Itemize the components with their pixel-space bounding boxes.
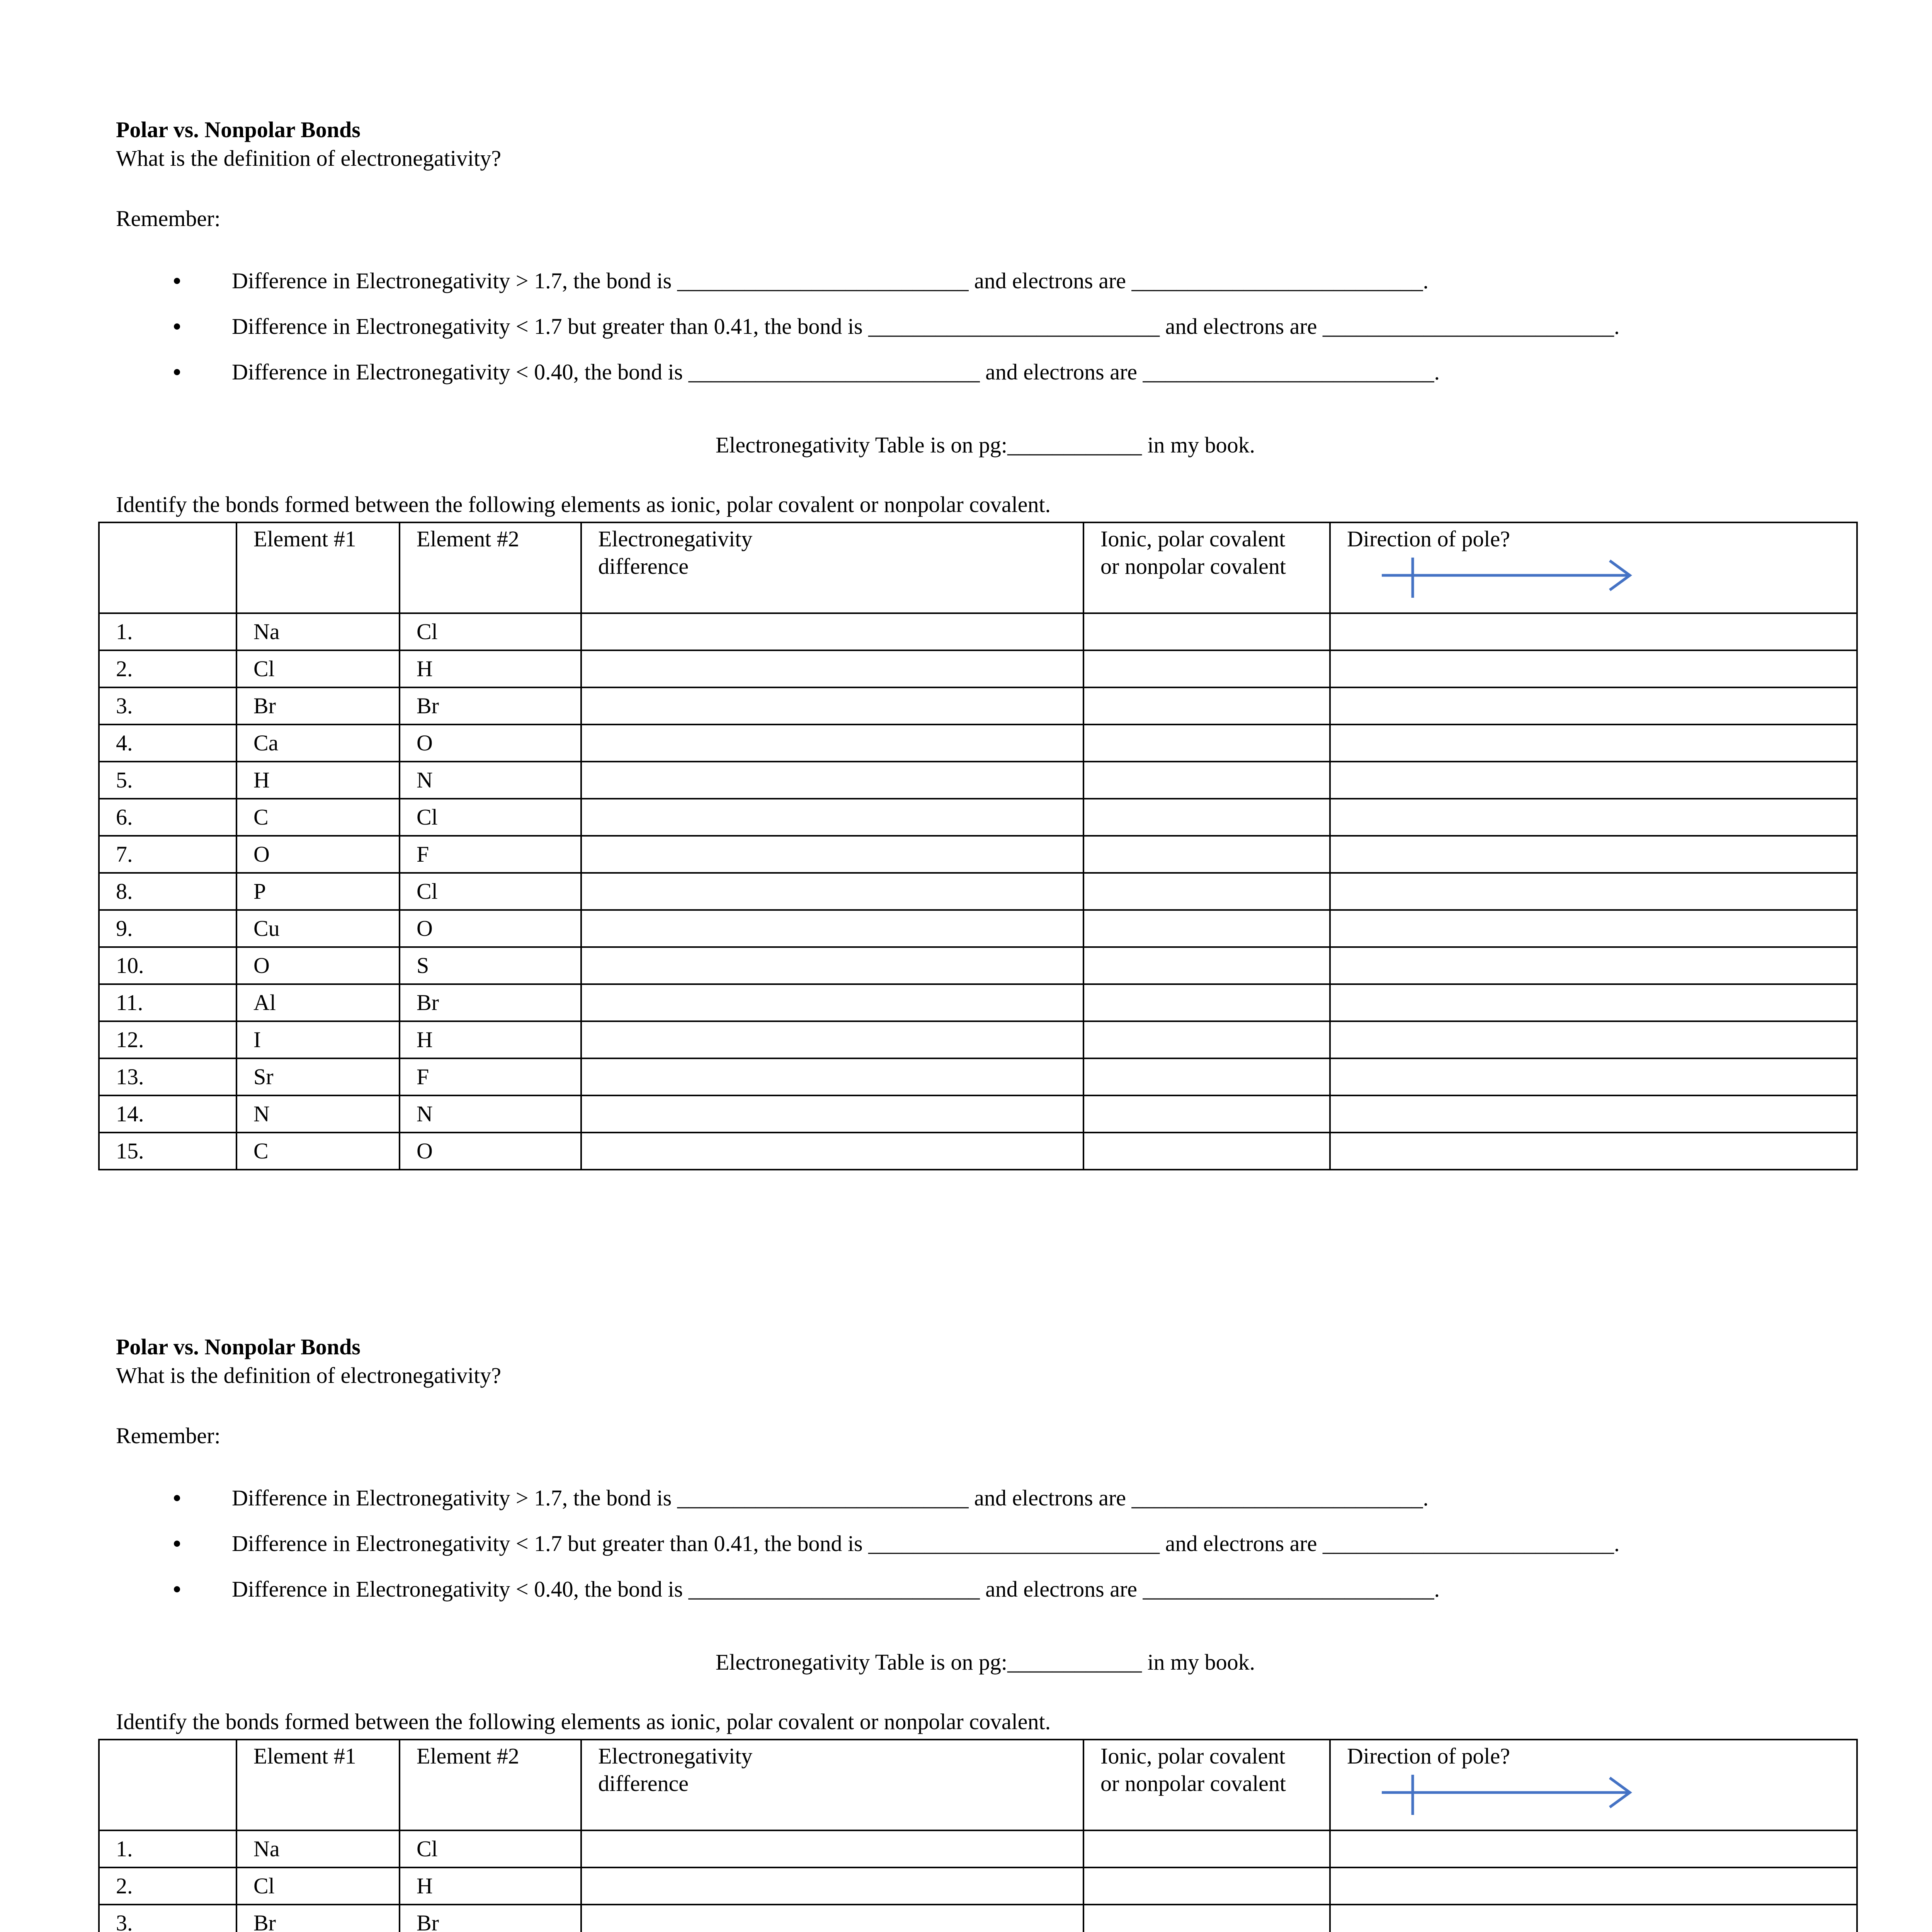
en-difference-answer-cell[interactable]	[581, 1905, 1083, 1932]
pole-direction-answer-cell[interactable]	[1330, 947, 1857, 984]
bond-type-answer-cell[interactable]	[1083, 947, 1330, 984]
row-number: 9.	[99, 910, 236, 947]
instructions: Identify the bonds formed between the following elements as ionic, polar covalent or nonpolar covalent.	[116, 1709, 1051, 1734]
rule-item	[166, 258, 1619, 304]
bond-type-answer-cell[interactable]	[1083, 724, 1330, 762]
en-difference-answer-cell[interactable]	[581, 1058, 1083, 1095]
element-2-cell: Br	[400, 984, 581, 1021]
rule-text: Difference in Electronegativity < 0.40, the bond is __________________________ and electrons are __________________________.	[232, 1577, 1440, 1602]
definition-question: What is the definition of electronegativity?	[116, 1363, 501, 1388]
bond-type-answer-cell[interactable]	[1083, 687, 1330, 724]
table-row	[99, 1830, 1857, 1867]
pole-direction-answer-cell[interactable]	[1330, 799, 1857, 836]
dipole-arrow-icon	[1382, 1772, 1652, 1819]
pole-direction-answer-cell[interactable]	[1330, 1133, 1857, 1170]
en-difference-answer-cell[interactable]	[581, 1133, 1083, 1170]
rules-list	[166, 1475, 1619, 1612]
rule-item	[166, 1475, 1619, 1521]
dipole-arrow-icon	[1382, 555, 1652, 602]
row-number: 1.	[99, 613, 236, 650]
element-1-cell: Sr	[236, 1058, 400, 1095]
element-1-cell: Al	[236, 984, 400, 1021]
bullet-icon	[174, 369, 180, 375]
header-number	[99, 1740, 236, 1830]
element-2-cell: Br	[400, 1905, 581, 1932]
en-difference-answer-cell[interactable]	[581, 873, 1083, 910]
header-bond-type	[1083, 1740, 1330, 1830]
element-2-cell: S	[400, 947, 581, 984]
en-difference-answer-cell[interactable]	[581, 1095, 1083, 1133]
pole-direction-answer-cell[interactable]	[1330, 836, 1857, 873]
header-element-1: Element #1	[236, 1740, 400, 1830]
bond-type-answer-cell[interactable]	[1083, 613, 1330, 650]
element-1-cell: Cl	[236, 650, 400, 687]
header-element-2: Element #2	[400, 522, 581, 613]
table-row	[99, 1133, 1857, 1170]
rule-item	[166, 304, 1619, 349]
element-2-cell: Cl	[400, 1830, 581, 1867]
bond-type-answer-cell[interactable]	[1083, 1830, 1330, 1867]
worksheet-title: Polar vs. Nonpolar Bonds	[116, 117, 361, 142]
pole-direction-answer-cell[interactable]	[1330, 650, 1857, 687]
row-number: 14.	[99, 1095, 236, 1133]
table-row	[99, 1095, 1857, 1133]
element-2-cell: Cl	[400, 873, 581, 910]
table-body	[99, 613, 1857, 1170]
rules-list	[166, 258, 1619, 395]
header-bond-type-text: Ionic, polar covalent or nonpolar covalent	[1100, 526, 1286, 579]
pole-direction-answer-cell[interactable]	[1330, 1021, 1857, 1058]
pole-direction-answer-cell[interactable]	[1330, 1095, 1857, 1133]
header-en-difference	[581, 522, 1083, 613]
bond-type-answer-cell[interactable]	[1083, 873, 1330, 910]
bullet-icon	[174, 1586, 180, 1592]
header-bond-type-text: Ionic, polar covalent or nonpolar covalent	[1100, 1743, 1286, 1796]
bond-type-answer-cell[interactable]	[1083, 799, 1330, 836]
pole-direction-answer-cell[interactable]	[1330, 613, 1857, 650]
table-page-reference: Electronegativity Table is on pg:____________ in my book.	[715, 1650, 1255, 1675]
element-1-cell: Ca	[236, 724, 400, 762]
table-row	[99, 910, 1857, 947]
element-2-cell: H	[400, 650, 581, 687]
rule-text: Difference in Electronegativity < 1.7 but greater than 0.41, the bond is __________________________ and electrons are __________________________.	[232, 1531, 1620, 1556]
row-number: 2.	[99, 650, 236, 687]
row-number: 12.	[99, 1021, 236, 1058]
header-en-difference-text: Electronegativity difference	[598, 1743, 753, 1796]
bonds-table	[98, 1739, 1858, 1932]
row-number: 3.	[99, 1905, 236, 1932]
element-1-cell: C	[236, 1133, 400, 1170]
table-row	[99, 762, 1857, 799]
worksheet-copy-2	[0, 1217, 1932, 1932]
en-difference-answer-cell[interactable]	[581, 947, 1083, 984]
row-number: 2.	[99, 1867, 236, 1905]
bond-type-answer-cell[interactable]	[1083, 1021, 1330, 1058]
en-difference-answer-cell[interactable]	[581, 762, 1083, 799]
pole-direction-answer-cell[interactable]	[1330, 910, 1857, 947]
row-number: 6.	[99, 799, 236, 836]
element-1-cell: O	[236, 947, 400, 984]
table-header-row	[99, 522, 1857, 613]
element-2-cell: O	[400, 1133, 581, 1170]
header-pole-direction	[1330, 522, 1857, 613]
bond-type-answer-cell[interactable]	[1083, 1905, 1330, 1932]
bullet-icon	[174, 1541, 180, 1547]
bond-type-answer-cell[interactable]	[1083, 1867, 1330, 1905]
table-row	[99, 650, 1857, 687]
table-row	[99, 613, 1857, 650]
element-1-cell: Na	[236, 613, 400, 650]
element-1-cell: P	[236, 873, 400, 910]
en-difference-answer-cell[interactable]	[581, 650, 1083, 687]
element-2-cell: F	[400, 1058, 581, 1095]
element-1-cell: O	[236, 836, 400, 873]
header-pole-direction	[1330, 1740, 1857, 1830]
row-number: 8.	[99, 873, 236, 910]
row-number: 7.	[99, 836, 236, 873]
header-element-1: Element #1	[236, 522, 400, 613]
table-row	[99, 724, 1857, 762]
element-2-cell: H	[400, 1021, 581, 1058]
table-row	[99, 1021, 1857, 1058]
table-row	[99, 836, 1857, 873]
en-difference-answer-cell[interactable]	[581, 613, 1083, 650]
en-difference-answer-cell[interactable]	[581, 799, 1083, 836]
element-1-cell: N	[236, 1095, 400, 1133]
element-2-cell: N	[400, 762, 581, 799]
rule-text: Difference in Electronegativity < 1.7 but greater than 0.41, the bond is __________________________ and electrons are __________________________.	[232, 314, 1620, 339]
row-number: 4.	[99, 724, 236, 762]
pole-direction-answer-cell[interactable]	[1330, 984, 1857, 1021]
rule-text: Difference in Electronegativity > 1.7, the bond is __________________________ and electrons are __________________________.	[232, 268, 1429, 293]
en-difference-answer-cell[interactable]	[581, 724, 1083, 762]
en-difference-answer-cell[interactable]	[581, 1867, 1083, 1905]
bond-type-answer-cell[interactable]	[1083, 1133, 1330, 1170]
bond-type-answer-cell[interactable]	[1083, 1095, 1330, 1133]
header-en-difference-text: Electronegativity difference	[598, 526, 753, 579]
rule-item	[166, 1521, 1619, 1566]
element-2-cell: O	[400, 724, 581, 762]
bond-type-answer-cell[interactable]	[1083, 910, 1330, 947]
remember-label: Remember:	[116, 206, 221, 231]
table-row	[99, 687, 1857, 724]
table-row	[99, 984, 1857, 1021]
bullet-icon	[174, 323, 180, 330]
table-row	[99, 799, 1857, 836]
rule-text: Difference in Electronegativity > 1.7, the bond is __________________________ and electrons are __________________________.	[232, 1485, 1429, 1510]
en-difference-answer-cell[interactable]	[581, 984, 1083, 1021]
table-row	[99, 873, 1857, 910]
pole-direction-answer-cell[interactable]	[1330, 687, 1857, 724]
row-number: 1.	[99, 1830, 236, 1867]
row-number: 11.	[99, 984, 236, 1021]
header-bond-type	[1083, 522, 1330, 613]
bond-type-answer-cell[interactable]	[1083, 984, 1330, 1021]
row-number: 5.	[99, 762, 236, 799]
element-2-cell: O	[400, 910, 581, 947]
element-1-cell: Na	[236, 1830, 400, 1867]
element-1-cell: Cl	[236, 1867, 400, 1905]
bonds-table	[98, 522, 1858, 1170]
instructions: Identify the bonds formed between the following elements as ionic, polar covalent or nonpolar covalent.	[116, 492, 1051, 517]
bullet-icon	[174, 278, 180, 284]
table-body	[99, 1830, 1857, 1932]
pole-direction-answer-cell[interactable]	[1330, 873, 1857, 910]
rule-text: Difference in Electronegativity < 0.40, the bond is __________________________ and electrons are __________________________.	[232, 359, 1440, 384]
definition-question: What is the definition of electronegativity?	[116, 146, 501, 171]
remember-label: Remember:	[116, 1423, 221, 1448]
element-1-cell: Br	[236, 687, 400, 724]
row-number: 15.	[99, 1133, 236, 1170]
row-number: 3.	[99, 687, 236, 724]
element-2-cell: Br	[400, 687, 581, 724]
header-number	[99, 522, 236, 613]
element-2-cell: N	[400, 1095, 581, 1133]
table-row	[99, 1867, 1857, 1905]
en-difference-answer-cell[interactable]	[581, 910, 1083, 947]
element-1-cell: Cu	[236, 910, 400, 947]
pole-direction-answer-cell[interactable]	[1330, 762, 1857, 799]
table-row	[99, 1058, 1857, 1095]
pole-direction-answer-cell[interactable]	[1330, 724, 1857, 762]
row-number: 13.	[99, 1058, 236, 1095]
element-1-cell: H	[236, 762, 400, 799]
header-pole-text: Direction of pole?	[1347, 1743, 1510, 1769]
element-2-cell: F	[400, 836, 581, 873]
rule-item	[166, 349, 1619, 395]
bond-type-answer-cell[interactable]	[1083, 1058, 1330, 1095]
table-row	[99, 947, 1857, 984]
rule-item	[166, 1566, 1619, 1612]
element-2-cell: Cl	[400, 799, 581, 836]
bond-type-answer-cell[interactable]	[1083, 762, 1330, 799]
bullet-icon	[174, 1495, 180, 1501]
header-pole-text: Direction of pole?	[1347, 526, 1510, 551]
en-difference-answer-cell[interactable]	[581, 687, 1083, 724]
table-row	[99, 1905, 1857, 1932]
header-en-difference	[581, 1740, 1083, 1830]
en-difference-answer-cell[interactable]	[581, 1021, 1083, 1058]
element-1-cell: Br	[236, 1905, 400, 1932]
table-page-reference: Electronegativity Table is on pg:____________ in my book.	[715, 432, 1255, 457]
bond-type-answer-cell[interactable]	[1083, 836, 1330, 873]
element-1-cell: I	[236, 1021, 400, 1058]
element-2-cell: H	[400, 1867, 581, 1905]
pole-direction-answer-cell[interactable]	[1330, 1058, 1857, 1095]
row-number: 10.	[99, 947, 236, 984]
en-difference-answer-cell[interactable]	[581, 1830, 1083, 1867]
pole-direction-answer-cell[interactable]	[1330, 1830, 1857, 1867]
element-1-cell: C	[236, 799, 400, 836]
header-element-2: Element #2	[400, 1740, 581, 1830]
pole-direction-answer-cell[interactable]	[1330, 1867, 1857, 1905]
worksheet-title: Polar vs. Nonpolar Bonds	[116, 1334, 361, 1359]
element-2-cell: Cl	[400, 613, 581, 650]
bond-type-answer-cell[interactable]	[1083, 650, 1330, 687]
en-difference-answer-cell[interactable]	[581, 836, 1083, 873]
table-header-row	[99, 1740, 1857, 1830]
pole-direction-answer-cell[interactable]	[1330, 1905, 1857, 1932]
